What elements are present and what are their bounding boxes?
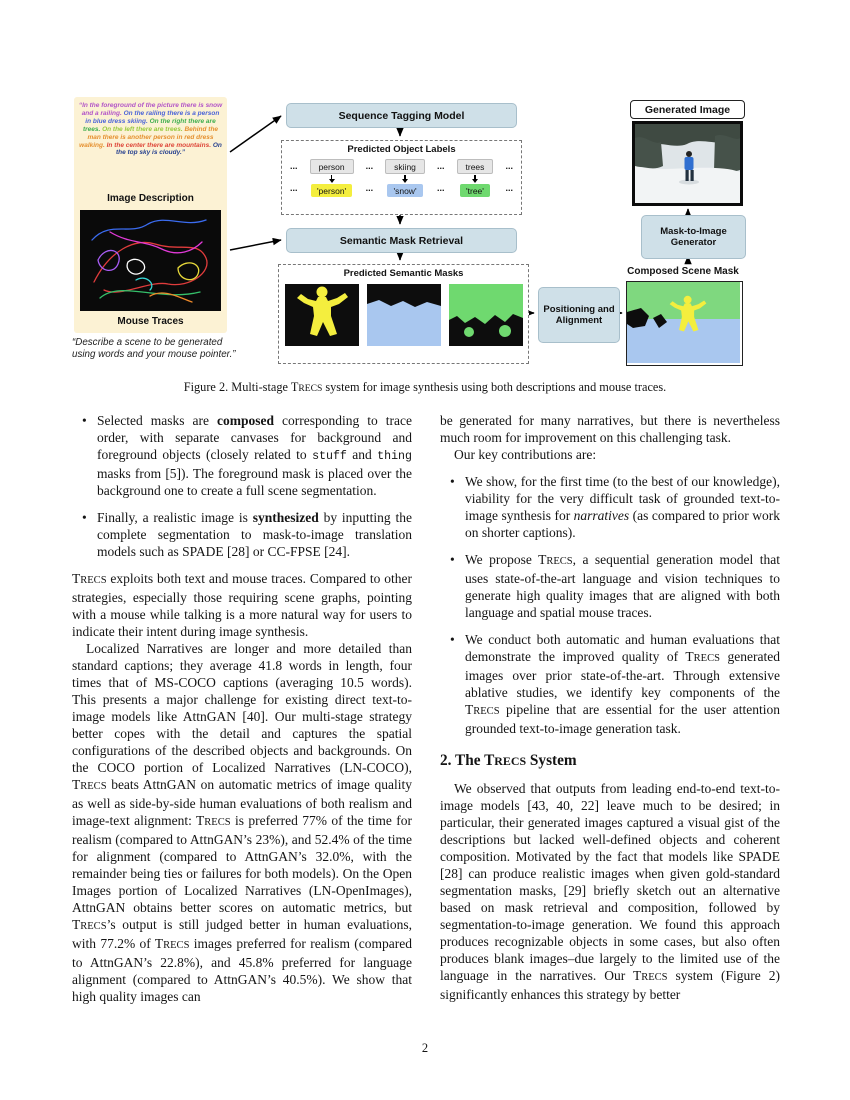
snow-region xyxy=(367,300,441,346)
token-skiing xyxy=(385,159,425,197)
down-arrow-icon xyxy=(329,179,335,183)
photo-person-jacket xyxy=(685,157,694,170)
token-word: trees xyxy=(457,159,494,174)
token-tag: 'person' xyxy=(311,184,352,197)
bullet-text: We propose TRECS, a sequential generation model that uses state-of-the-art language and vision techniques to generate high quality images that are aligned with both language and spatial mouse traces. xyxy=(465,552,780,620)
ellipsis-text: ... xyxy=(290,161,298,171)
token-word: person xyxy=(310,159,354,174)
tree-blob xyxy=(499,325,511,337)
figure-caption: Figure 2. Multi-stage TRECS system for image synthesis using both descriptions and mouse traces. xyxy=(183,380,667,394)
page-number: 2 xyxy=(421,1041,429,1055)
bullet-item xyxy=(440,551,780,621)
bullet-text: We show, for the first time (to the best of our knowledge), viability for the very difficult task of grounded text-to-image synthesis for narratives (as compared to prior work on shorter captions). xyxy=(465,474,781,540)
bullet-text: Finally, a realistic image is synthesized by inputting the complete segmentation to mask-to-image translation models such as SPADE [28] or CC-FPSE [24]. xyxy=(97,510,413,559)
ellipsis-text: ... xyxy=(290,183,298,193)
photo-person-leg xyxy=(691,170,694,181)
paragraph: Our key contributions are: xyxy=(454,447,597,462)
token-tag: 'snow' xyxy=(387,184,422,197)
figure-quote xyxy=(72,337,272,361)
person-mask-thumbnail xyxy=(285,284,359,346)
bullet-item xyxy=(72,412,412,499)
token-word: skiing xyxy=(385,159,425,174)
section-heading: 2. The TRECS System xyxy=(440,752,577,769)
ellipsis xyxy=(366,159,374,197)
bullet-item xyxy=(72,509,412,560)
ellipsis-text: ... xyxy=(436,183,445,193)
snow-mask-thumbnail xyxy=(367,284,441,346)
generated-photo-art xyxy=(635,124,740,203)
photo-person-leg xyxy=(686,170,689,181)
generated-image-photo xyxy=(632,121,743,206)
arrow-traces-to-retrieval xyxy=(230,240,281,250)
token-trees xyxy=(457,159,494,197)
ellipsis xyxy=(505,159,513,197)
paragraph: TRECS exploits both text and mouse traces. Compared to other strategies, especially those requiring scene graphs, pointing with a mouse while talking is a more natural way for users to indicate their intent during image synthesis. xyxy=(72,571,412,639)
composed-scene-mask-label: Composed Scene Mask xyxy=(627,266,739,277)
token-person xyxy=(310,159,354,197)
positioning-alignment-box: Positioning and Alignment xyxy=(538,287,620,343)
semantic-mask-retrieval-box: Semantic Mask Retrieval xyxy=(286,228,517,253)
quote-line: “Describe a scene to be generated xyxy=(72,337,223,348)
mouse-traces-image xyxy=(80,210,221,311)
paragraph: Localized Narratives are longer and more detailed than standard captions; they average 41.8 words in length, four times that of MS-COCO captions (averaging 10.5 words). This presents a major challenge for existing direct text-to-image models like AttnGAN [40]. Our multi-stage strategy better copes with the detail and captures the spatial configurations of the described objects and backgrounds. On the COCO portion of Localized Narratives (LN-COCO), TRECS beats AttnGAN on automatic metrics of image quality as well as side-by-side human evaluations of both realism and image-text alignment: TRECS is preferred 77% of the time for realism (compared to AttnGAN’s 23%), and 52.4% of the time for alignment (compared to AttnGAN’s 32.0%, with the remainder being ties or failures for both models). On the Open Images portion of Localized Narratives (LN-OpenImages), AttnGAN obtains better scores on automatic metrics, but TRECS’s output is still judged better in human evaluations, with 77.2% of TRECS images preferred for realism (compared to AttnGAN’s 22.8%), and 45.8% preferred for language alignment (compared to AttnGAN’s 40.5%). We show that high quality images can xyxy=(72,641,413,1004)
paragraph: be generated for many narratives, but there is nevertheless much room for improvement on this challenging task. xyxy=(440,413,780,445)
bullet-list xyxy=(72,412,412,560)
ellipsis-text: ... xyxy=(436,161,445,171)
down-arrow-icon xyxy=(472,179,478,183)
composed-scene-mask-art xyxy=(627,282,740,363)
token-tag: 'tree' xyxy=(460,184,490,197)
mouse-traces-label: Mouse Traces xyxy=(117,316,184,327)
person-head xyxy=(316,287,327,298)
down-arrow-icon xyxy=(402,179,408,183)
composed-person-head xyxy=(684,296,692,304)
predicted-semantic-masks-box xyxy=(278,264,529,364)
image-description-label: Image Description xyxy=(107,193,194,204)
bullet-item xyxy=(440,631,780,737)
predicted-object-labels-box xyxy=(281,140,522,215)
quote-line: using words and your mouse pointer.” xyxy=(72,349,236,360)
ellipsis-text: ... xyxy=(505,161,513,171)
ellipsis-text: ... xyxy=(365,183,374,193)
paragraph: We observed that outputs from leading end-to-end text-to-image models [43, 40, 22] leave much to be desired; in particular, their generated images captured a visual gist of the descriptions but lacked well-defined objects and coherent composition. Motivated by the fact that models like SPADE [28] can produce realistic images when given gold-standard segmentation masks, [29] briefly sketch out an alternative based on mask retrieval and composition, followed by segmentation-to-image generation. We found this approach produces recognizable objects in some cases, but also often produces blank images–due largely to the limited use of the language in the narratives. Our TRECS system (Figure 2) significantly enhances this strategy by better xyxy=(440,781,780,1002)
tree-blob xyxy=(464,327,474,337)
ellipsis-text: ... xyxy=(505,183,513,193)
bullet-text: We conduct both automatic and human evaluations that demonstrate the improved quality of TRECS generated images over prior state-of-the-art. Through extensive ablative studies, we identify key components of the TRECS pipeline that are essential for the user attention grounded text-to-image generation task. xyxy=(465,632,780,736)
bullet-text: Selected masks are composed corresponding to trace order, with separate canvases for background and foreground objects (closely related to stuff and thing masks from [5]). The foreground mask is placed over the background one to create a full scene segmentation. xyxy=(97,413,412,498)
tree-mask-thumbnail xyxy=(449,284,523,346)
predicted-semantic-masks-title: Predicted Semantic Masks xyxy=(343,268,464,279)
sequence-tagging-model-box: Sequence Tagging Model xyxy=(286,103,517,128)
predicted-object-labels-title: Predicted Object Labels xyxy=(347,144,456,155)
arrow-description-to-tagger xyxy=(230,116,281,152)
bullet-list xyxy=(440,473,780,737)
right-column xyxy=(440,412,780,1005)
ellipsis xyxy=(437,159,445,197)
token-row xyxy=(282,155,521,197)
image-description-text: “In the foreground of the picture there is snow and a railing. On the railing there is a person in blue dress skiing. On the right there are trees. On the left there are trees. Behind the man there is another person in red dress walking. In the center there are mountains. On the top sky is cloudy.” xyxy=(78,102,223,157)
photo-shadow xyxy=(679,180,699,185)
description-panel xyxy=(74,97,227,333)
ellipsis xyxy=(290,159,298,197)
mask-to-image-generator-box: Mask-to-Image Generator xyxy=(641,215,746,259)
photo-person-head xyxy=(686,151,692,157)
generated-image-label: Generated Image xyxy=(630,100,745,119)
left-column xyxy=(72,412,412,1005)
bullet-item xyxy=(440,473,780,541)
mask-thumbnails xyxy=(279,284,528,346)
body-columns xyxy=(72,412,780,1005)
photo-trees-right xyxy=(714,135,740,171)
composed-scene-mask-image xyxy=(626,281,743,366)
ellipsis-text: ... xyxy=(365,161,374,171)
